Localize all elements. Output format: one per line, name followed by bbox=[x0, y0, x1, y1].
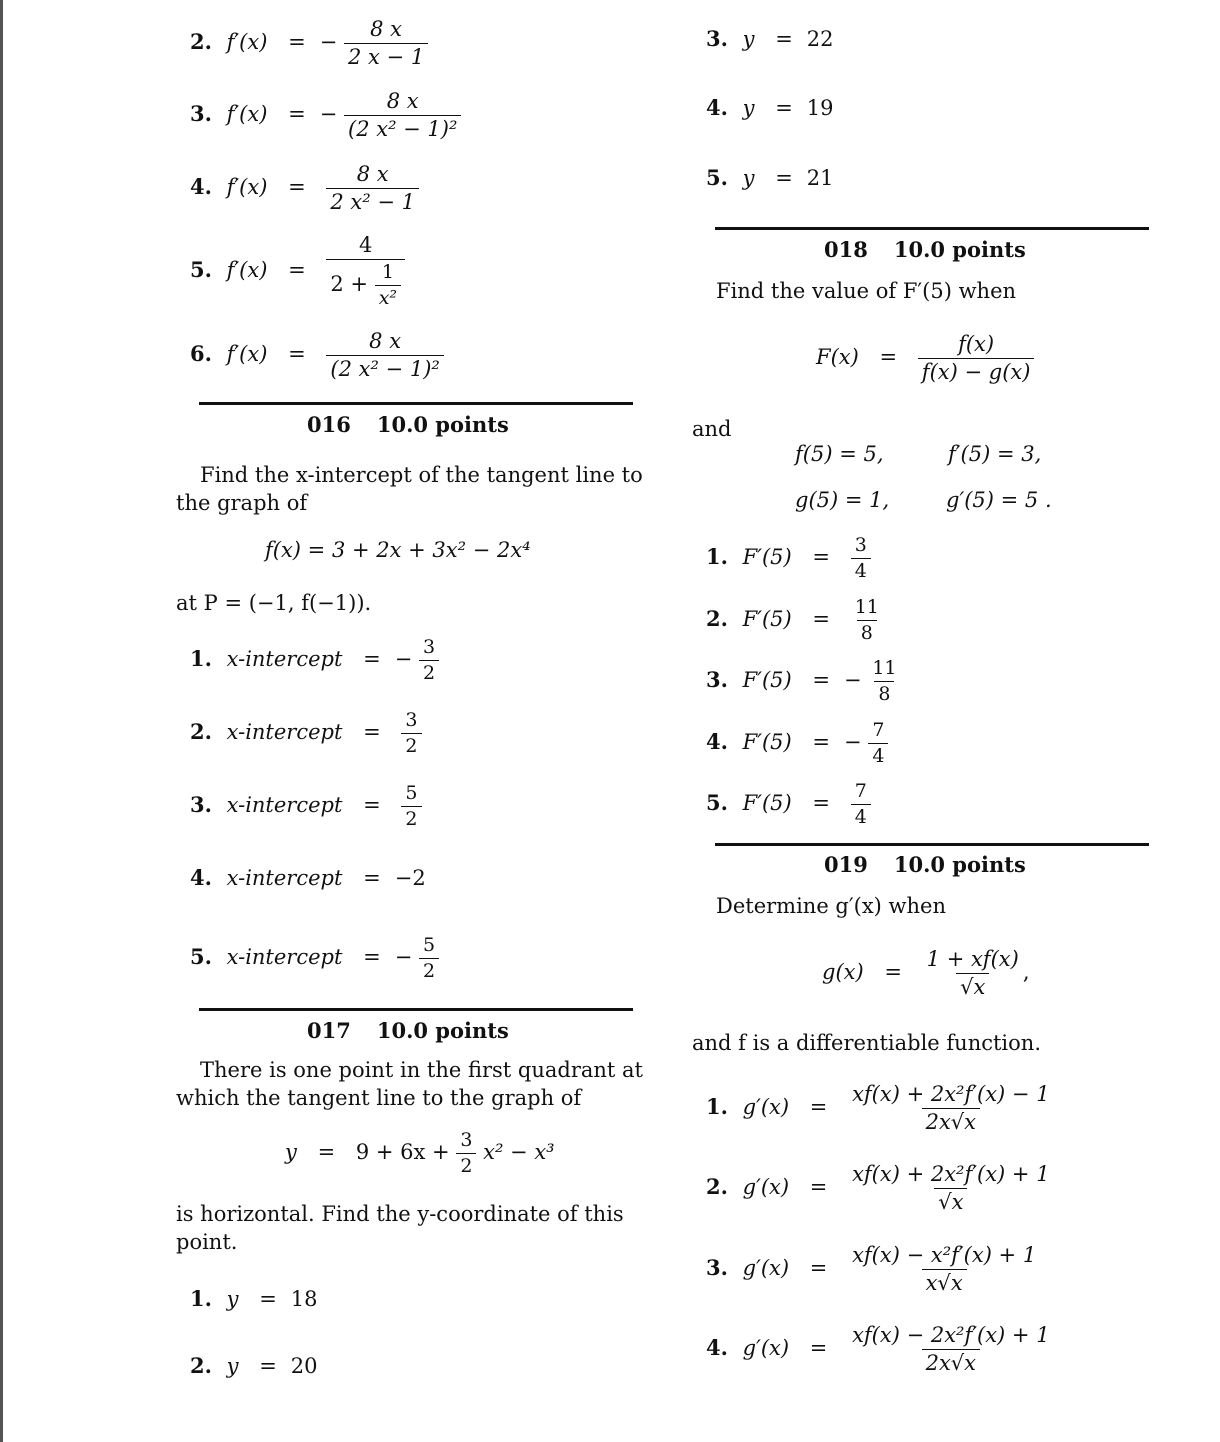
q18-given-fp5: f′(5) = 3, bbox=[948, 442, 1042, 466]
q18-given-f5: f(5) = 5, bbox=[795, 442, 884, 466]
q18-option-2: 2. F′(5) = $\frac{11}{8}$ bbox=[706, 596, 879, 644]
q15-option-3: 3. f′(x) = − $\frac{8 x}{\text{(2 x² − 1)²}}$ bbox=[190, 90, 461, 141]
q18-option-3: 3. F′(5) = − $\frac{11}{8}$ bbox=[706, 657, 897, 705]
q16-rule bbox=[199, 402, 633, 405]
q18-formula: F(x) = $\frac{f(x)}{f(x) - g(x)}$ bbox=[816, 333, 1034, 384]
q15-option-5: 5. f′(x) = 4 2 + $\frac{1}{\text{x²}}$ bbox=[190, 234, 405, 309]
q18-rule bbox=[715, 227, 1149, 230]
q18-given-gp5: g′(5) = 5 . bbox=[946, 488, 1052, 512]
q19-formula: g(x) = $\frac{1 + xf(x)}{√x}$ , bbox=[822, 947, 1030, 1000]
q19-option-1: 1. g′(x) = $\frac{\text{xf(x) + 2x²f′(x) − 1}}{2x√x}$ bbox=[706, 1082, 1050, 1135]
q19-after: and f is a differentiable function. bbox=[692, 1031, 1041, 1055]
q16-prompt-line1: Find the x-intercept of the tangent line to bbox=[200, 463, 643, 487]
q17-option-2: 2. y = 20 bbox=[190, 1353, 318, 1378]
q19-option-4: 4. g′(x) = $\frac{\text{xf(x) − 2x²f′(x) + 1}}{2x√x}$ bbox=[706, 1323, 1050, 1376]
q17-option-4: 4. y = 19 bbox=[706, 95, 834, 120]
q18-heading: 018 10.0 points bbox=[824, 237, 1026, 262]
q17-option-5: 5. y = 21 bbox=[706, 165, 834, 190]
q18-option-4: 4. F′(5) = − $\frac{7}{4}$ bbox=[706, 720, 888, 767]
q16-heading: 016 10.0 points bbox=[307, 412, 509, 437]
q17-prompt-line1: There is one point in the first quadrant at bbox=[200, 1058, 643, 1082]
q16-option-2: 2. x-intercept = $\frac{3}{2}$ bbox=[190, 710, 422, 757]
q19-prompt: Determine g′(x) when bbox=[716, 894, 946, 918]
q19-rule bbox=[715, 843, 1149, 846]
q16-prompt-line2: the graph of bbox=[176, 491, 308, 515]
q17-prompt-line2: which the tangent line to the graph of bbox=[176, 1086, 582, 1110]
q17-rule bbox=[199, 1008, 633, 1011]
q18-and: and bbox=[692, 417, 732, 441]
q15-option-6: 6. f′(x) = $\frac{8 x}{\text{(2 x² − 1)²}}$ bbox=[190, 330, 444, 381]
q18-option-1: 1. F′(5) = $\frac{3}{4}$ bbox=[706, 535, 871, 582]
q17-after-line2: point. bbox=[176, 1230, 238, 1254]
q16-option-5: 5. x-intercept = − $\frac{5}{2}$ bbox=[190, 935, 439, 982]
q15-option-2: 2. f′(x) = − $\frac{8 x}{2 x - 1}$ bbox=[190, 18, 428, 69]
q18-given-g5: g(5) = 1, bbox=[795, 488, 890, 512]
q15-option-4: 4. f′(x) = $\frac{8 x}{\text{2 x² − 1}}$ bbox=[190, 163, 419, 214]
q18-option-5: 5. F′(5) = $\frac{7}{4}$ bbox=[706, 781, 871, 828]
q18-prompt: Find the value of F′(5) when bbox=[716, 279, 1017, 303]
q17-after-line1: is horizontal. Find the y-coordinate of this bbox=[176, 1202, 624, 1226]
q16-option-3: 3. x-intercept = $\frac{5}{2}$ bbox=[190, 783, 422, 830]
q16-option-1: 1. x-intercept = − $\frac{3}{2}$ bbox=[190, 637, 439, 684]
q17-formula: y = 9 + 6x + $\frac{3}{2}$ x² − x³ bbox=[285, 1129, 555, 1177]
q16-formula: f(x) = 3 + 2x + 3x² − 2x⁴ bbox=[265, 538, 531, 562]
q19-option-2: 2. g′(x) = $\frac{\text{xf(x) + 2x²f′(x) + 1}}{√x}$ bbox=[706, 1162, 1050, 1215]
page-left-edge bbox=[0, 0, 3, 1442]
q17-option-1: 1. y = 18 bbox=[190, 1286, 318, 1311]
q17-option-3: 3. y = 22 bbox=[706, 26, 834, 51]
q16-option-4: 4. x-intercept = −2 bbox=[190, 865, 426, 890]
q19-heading: 019 10.0 points bbox=[824, 852, 1026, 877]
q16-point: at P = (−1, f(−1)). bbox=[176, 591, 372, 615]
q19-option-3: 3. g′(x) = $\frac{\text{xf(x) − x²f′(x) + 1}}{x√x}$ bbox=[706, 1243, 1037, 1296]
q17-heading: 017 10.0 points bbox=[307, 1018, 509, 1043]
